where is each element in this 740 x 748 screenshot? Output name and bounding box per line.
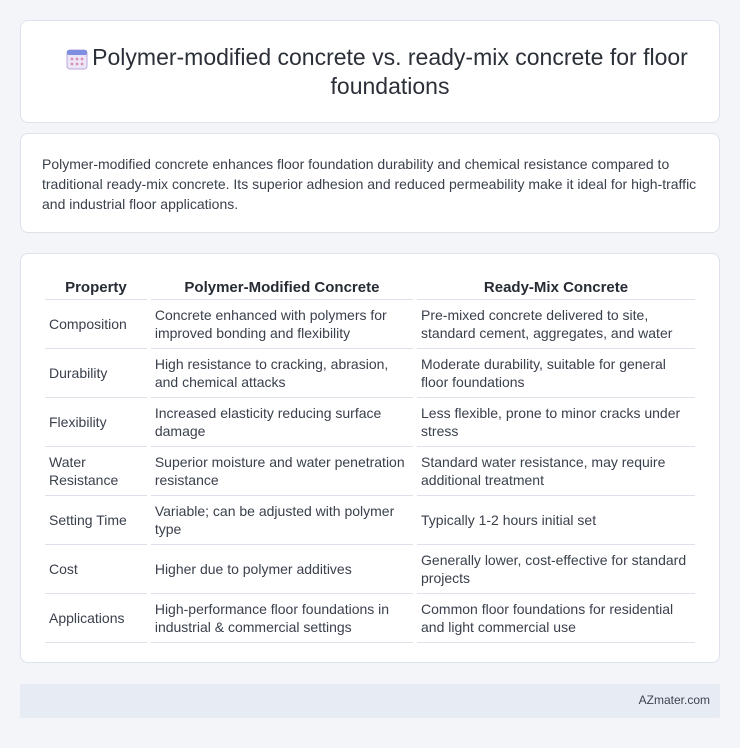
property-cell: Setting Time bbox=[45, 496, 147, 545]
ready-mix-cell: Common floor foundations for residential and light commercial use bbox=[417, 594, 695, 643]
header-polymer-modified: Polymer-Modified Concrete bbox=[151, 276, 413, 300]
ready-mix-cell: Generally lower, cost-effective for standard projects bbox=[417, 545, 695, 594]
table-row bbox=[45, 594, 695, 643]
table-row bbox=[45, 496, 695, 545]
comparison-card bbox=[20, 253, 720, 663]
property-cell: Applications bbox=[45, 594, 147, 643]
polymer-cell: Superior moisture and water penetration resistance bbox=[151, 447, 413, 496]
comparison-table bbox=[41, 276, 699, 643]
table-row bbox=[45, 447, 695, 496]
intro-paragraph: Polymer-modified concrete enhances floor foundation durability and chemical resistance compared to traditional ready-mix concrete. Its superior adhesion and reduced permeability make it ideal for high-traffic and industrial floor applications. bbox=[42, 156, 697, 212]
polymer-cell: Higher due to polymer additives bbox=[151, 545, 413, 594]
polymer-cell: Variable; can be adjusted with polymer type bbox=[151, 496, 413, 545]
ready-mix-cell: Less flexible, prone to minor cracks under stress bbox=[417, 398, 695, 447]
header-property: Property bbox=[45, 276, 147, 300]
table-row bbox=[45, 545, 695, 594]
footer-bar bbox=[20, 684, 720, 718]
property-cell: Water Resistance bbox=[45, 447, 147, 496]
polymer-cell: High-performance floor foundations in industrial & commercial settings bbox=[151, 594, 413, 643]
ready-mix-cell: Standard water resistance, may require additional treatment bbox=[417, 447, 695, 496]
polymer-cell: Increased elasticity reducing surface damage bbox=[151, 398, 413, 447]
table-row bbox=[45, 349, 695, 398]
table-row bbox=[45, 300, 695, 349]
property-cell: Composition bbox=[45, 300, 147, 349]
footer-brand: AZmater.com bbox=[638, 693, 710, 707]
title-card bbox=[20, 20, 720, 123]
property-cell: Cost bbox=[45, 545, 147, 594]
ready-mix-cell: Typically 1-2 hours initial set bbox=[417, 496, 695, 545]
ready-mix-cell: Moderate durability, suitable for general floor foundations bbox=[417, 349, 695, 398]
ready-mix-cell: Pre-mixed concrete delivered to site, standard cement, aggregates, and water bbox=[417, 300, 695, 349]
polymer-cell: Concrete enhanced with polymers for improved bonding and flexibility bbox=[151, 300, 413, 349]
table-row bbox=[45, 398, 695, 447]
table-header-row bbox=[45, 276, 695, 300]
page-title: Polymer-modified concrete vs. ready-mix concrete for floor foundations bbox=[92, 43, 688, 99]
intro-card bbox=[20, 133, 720, 233]
polymer-cell: High resistance to cracking, abrasion, and chemical attacks bbox=[151, 349, 413, 398]
property-cell: Flexibility bbox=[45, 398, 147, 447]
property-cell: Durability bbox=[45, 349, 147, 398]
header-ready-mix: Ready-Mix Concrete bbox=[417, 276, 695, 300]
